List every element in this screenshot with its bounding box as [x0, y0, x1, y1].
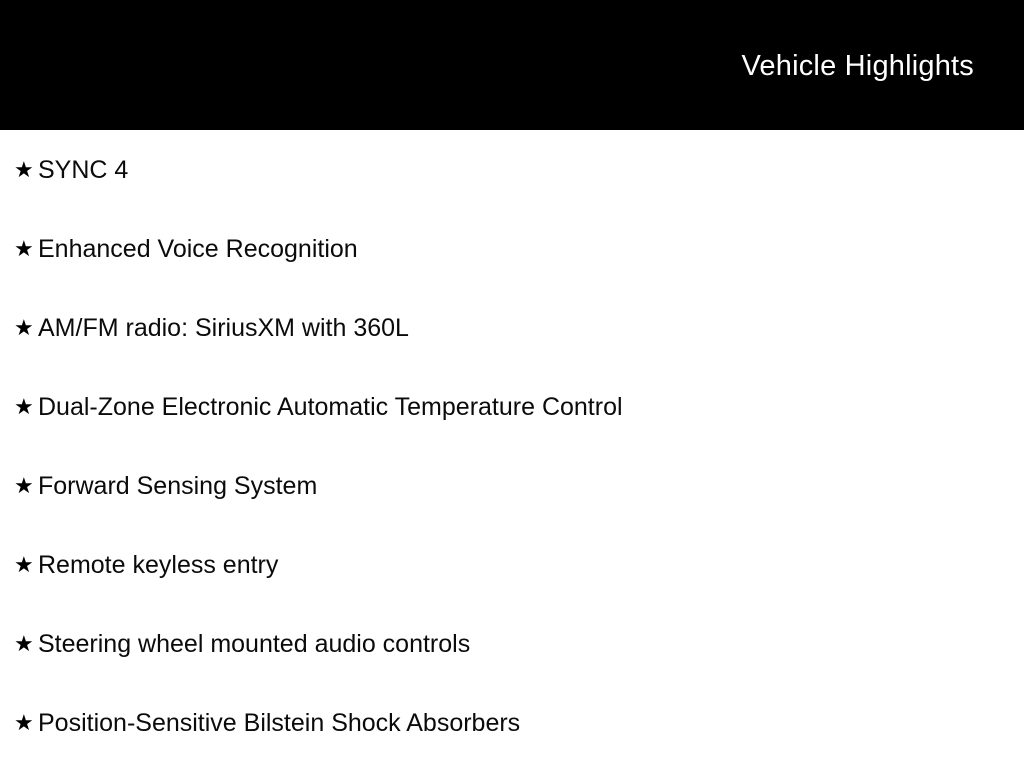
list-item — [0, 604, 1024, 683]
list-item — [0, 288, 1024, 367]
header-bar — [0, 0, 1024, 130]
list-item-label: Steering wheel mounted audio controls — [38, 629, 471, 658]
star-bullet-icon: ★ — [14, 709, 34, 735]
vehicle-highlights-list — [0, 130, 1024, 762]
star-bullet-icon: ★ — [14, 156, 34, 182]
star-bullet-icon: ★ — [14, 235, 34, 261]
page-title: Vehicle Highlights — [741, 50, 974, 82]
list-item-label: Forward Sensing System — [38, 471, 318, 500]
list-item-label: AM/FM radio: SiriusXM with 360L — [38, 313, 409, 342]
list-item-label: Dual-Zone Electronic Automatic Temperature Control — [38, 392, 623, 421]
list-item — [0, 525, 1024, 604]
list-item — [0, 446, 1024, 525]
star-bullet-icon: ★ — [14, 314, 34, 340]
list-item — [0, 130, 1024, 209]
star-bullet-icon: ★ — [14, 551, 34, 577]
list-item-label: Position-Sensitive Bilstein Shock Absorbers — [38, 708, 521, 737]
list-item-label: SYNC 4 — [38, 155, 129, 184]
list-item-label: Enhanced Voice Recognition — [38, 234, 358, 263]
list-item — [0, 683, 1024, 762]
star-bullet-icon: ★ — [14, 472, 34, 498]
list-item-label: Remote keyless entry — [38, 550, 279, 579]
list-item — [0, 209, 1024, 288]
star-bullet-icon: ★ — [14, 393, 34, 419]
star-bullet-icon: ★ — [14, 630, 34, 656]
list-item — [0, 367, 1024, 446]
